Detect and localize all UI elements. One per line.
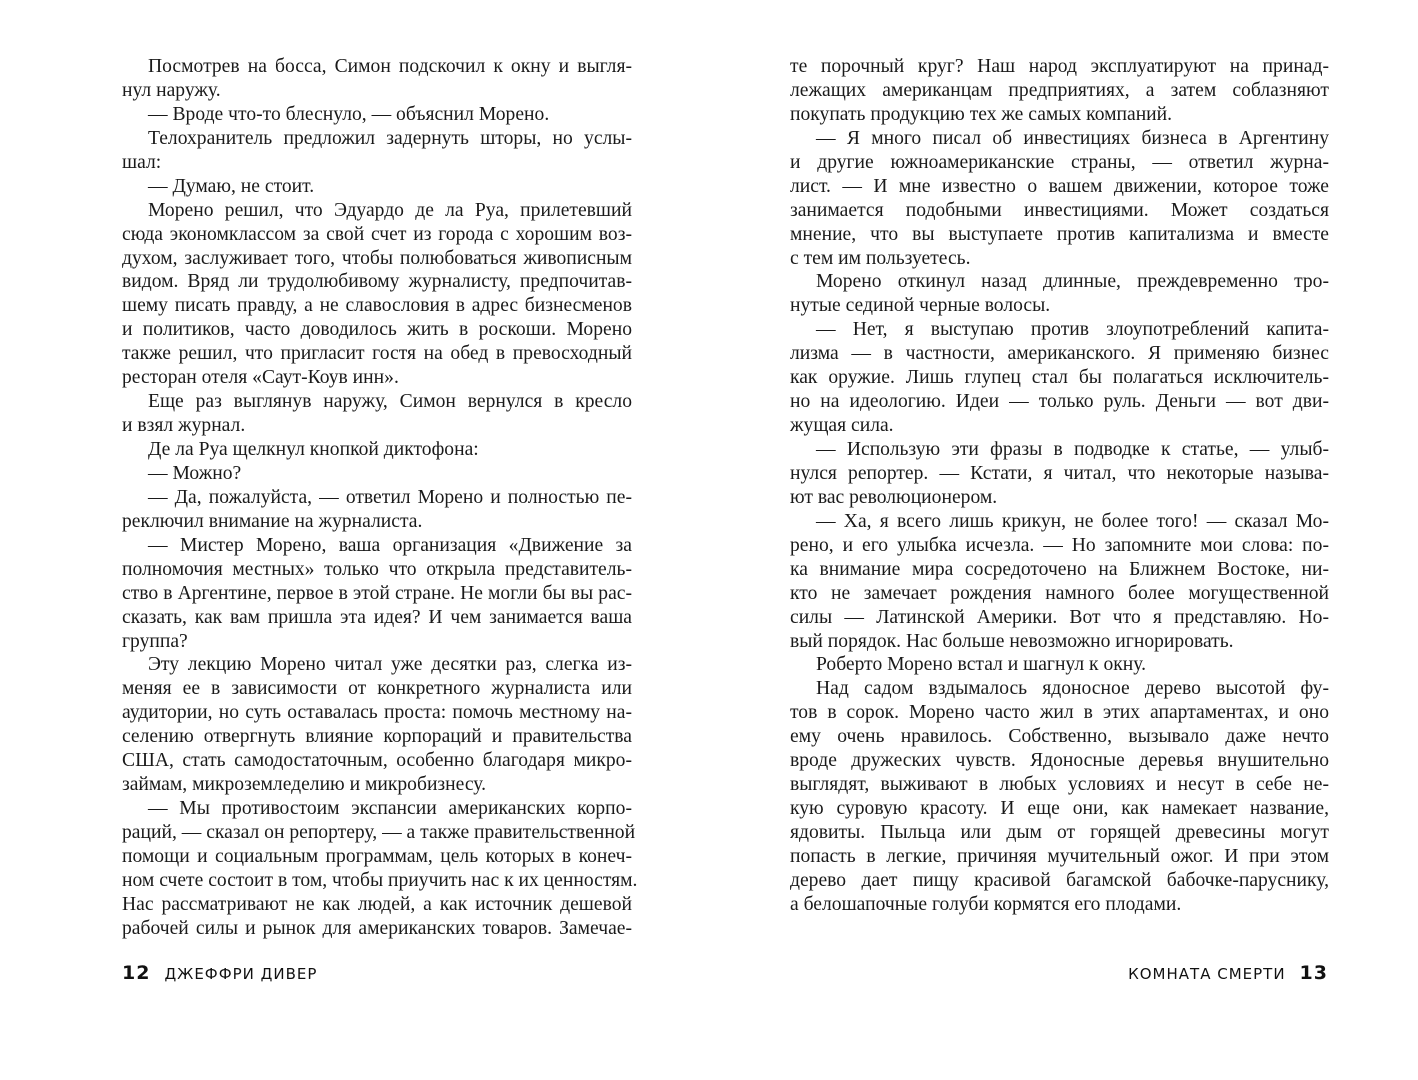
text-line: помощи и социальным программам, цель которых в конеч- [122,845,632,867]
text-line: — Я много писал об инвестициях бизнеса в Аргентину [816,127,1329,149]
paragraph [122,127,632,175]
running-head-title: КОМНАТА СМЕРТИ [1128,965,1286,983]
paragraph [790,55,1329,127]
text-line: кую суровую красоту. И еще они, как намекает название, [790,798,1329,820]
text-line: мнение, что вы выступаете против капитализма и вместе [790,223,1329,245]
text-line: рабочей силы и рынок для американских товаров. Замечае- [122,917,632,939]
text-line: Эту лекцию Морено читал уже десятки раз, слегка из- [148,654,632,676]
text-line: вроде дружеских чувств. Ядоносные деревья внушительно [790,750,1329,772]
paragraph [122,653,632,797]
text-line: Телохранитель предложил задернуть шторы, но услы- [148,127,632,149]
text-line: Морено откинул назад длинные, преждевременно тро- [816,271,1329,293]
text-line: нутые сединой черные волосы. [790,295,1051,317]
text-line: лежащих американцам предприятиях, а затем соблазняют [790,79,1329,101]
text-line: ют вас революционером. [790,486,998,508]
right-page-footer [1128,962,1328,984]
paragraph [122,486,632,534]
paragraph [122,534,632,654]
paragraph [122,55,632,103]
text-line: шему писать правду, а не славословия в адрес бизнесменов [122,295,632,317]
text-line: также решил, что пригласит гостя на обед в превосходный [122,343,632,365]
paragraph [122,390,632,438]
text-line: США, стать самодостаточным, особенно благодаря микро- [122,750,632,772]
text-line: вый порядок. Нас больше невозможно игнорировать. [790,630,1234,652]
text-line: Посмотрев на босса, Симон подскочил к окну и выгля- [148,56,632,77]
text-line: с тем им пользуетесь. [790,247,971,269]
paragraph [790,318,1329,438]
text-line: и другие южноамериканские страны, — ответил журна- [790,151,1329,173]
text-line: рено, и его улыбка исчезла. — Но запомните мои слова: по- [790,534,1329,556]
page-number: 12 [122,962,151,984]
text-line: духом, заслуживает того, чтобы полюбоваться живописным [122,247,632,269]
text-line: Роберто Морено встал и шагнул к окну. [816,654,1146,676]
text-line: попасть в легкие, причиняя мучительный ожог. И при этом [790,845,1329,867]
text-line: выглядят, выживают в любых условиях и несут в себе не- [790,774,1329,796]
text-line: займам, микроземледелию и микробизнесу. [122,774,487,796]
page-number: 13 [1299,962,1328,984]
paragraph [122,462,632,486]
paragraph [790,677,1329,916]
text-line: и политиков, часто доводилось жить в роскоши. Морено [122,319,632,341]
paragraph [790,653,1329,677]
text-line: нулся репортер. — Кстати, я читал, что некоторые называ- [790,462,1329,484]
text-line: те порочный круг? Наш народ эксплуатируют на принад- [790,56,1329,77]
text-line: шал: [122,151,162,173]
text-line: но на идеологию. Идеи — только руль. Деньги — вот дви- [790,391,1329,413]
text-line: жущая сила. [790,415,894,437]
text-line: группа? [122,630,188,652]
text-line: кто не замечает рождения намного более могущественной [790,582,1329,604]
text-line: сюда экономклассом за свой счет из города с хорошим воз- [122,223,632,245]
text-line: аудитории, но суть оставалась проста: помочь местному на- [122,702,632,724]
text-line: дерево дает пищу красивой багамской бабочке-паруснику, [790,869,1329,891]
text-line: раций, — сказал он репортеру, — а также правительственной [122,822,636,843]
paragraph [122,199,632,391]
text-line: нул наружу. [122,79,221,101]
paragraph [122,438,632,462]
text-line: а белошапочные голуби кормятся его плодами. [790,893,1182,915]
text-line: ка внимание мира сосредоточено на Ближнем Востоке, ни- [790,558,1329,580]
text-line: занимается подобными инвестициями. Может создаться [790,199,1329,221]
text-line: — Использую эти фразы в подводке к статье, — улыб- [816,439,1329,460]
paragraph [790,127,1329,271]
text-line: лист. — И мне известно о вашем движении, которое тоже [790,175,1329,197]
text-line: — Ха, я всего лишь крикун, не более того! — сказал Мо- [816,510,1329,532]
running-head-author: ДЖЕФФРИ ДИВЕР [164,965,318,983]
text-line: тов в сорок. Морено часто жил в этих апартаментах, и оно [790,702,1329,724]
text-line: как оружие. Лишь глупец стал бы полагаться исключитель- [790,367,1329,389]
text-line: — Да, пожалуйста, — ответил Морено и полностью пе- [148,486,632,508]
text-line: ядовиты. Пыльца или дым от горящей древесины могут [790,822,1329,843]
text-line: силы — Латинской Америки. Вот что я представляю. Но- [790,606,1329,628]
paragraph [122,175,632,199]
text-line: Морено решил, что Эдуардо де ла Руа, прилетевший [148,199,632,221]
text-line: видом. Вряд ли трудолюбивому журналисту, предпочитав- [122,271,632,293]
text-line: и взял журнал. [122,415,246,437]
right-page-body [790,55,1329,917]
text-line: — Нет, я выступаю против злоупотреблений капита- [816,319,1329,341]
text-line: сказать, как вам пришла эта идея? И чем занимается ваша [122,606,632,628]
text-line: ном счете состоит в том, чтобы приучить нас к их ценностям. [122,869,638,891]
text-line: Еще раз выглянув наружу, Симон вернулся в кресло [148,391,632,413]
paragraph [122,797,638,941]
text-line: Нас рассматривают не как людей, а как источник дешевой [122,893,632,915]
paragraph [122,103,632,127]
text-line: ему очень нравилось. Собственно, вызывало даже нечто [790,726,1329,748]
text-line: Де ла Руа щелкнул кнопкой диктофона: [148,439,479,460]
text-line: ство в Аргентине, первое в этой стране. Не могли бы вы рас- [122,582,632,604]
text-line: селению отвергнуть влияние корпораций и правительства [122,726,632,748]
text-line: реключил внимание на журналиста. [122,510,423,532]
text-line: — Можно? [148,462,242,484]
text-line: полномочия местных» только что открыла представитель- [122,558,632,580]
paragraph [790,270,1329,318]
left-page-footer [122,962,317,984]
text-line: — Вроде что-то блеснуло, — объяснил Морено. [148,103,550,125]
paragraph [790,510,1329,654]
text-line: Над садом вздымалось ядоносное дерево высотой фу- [816,678,1329,700]
left-page-body [122,55,638,941]
text-line: меняя ее в зависимости от конкретного журналиста или [122,678,632,700]
text-line: покупать продукцию тех же самых компаний. [790,103,1173,125]
paragraph [790,438,1329,510]
text-line: — Мы противостоим экспансии американских корпо- [148,798,632,820]
text-line: ресторан отеля «Саут-Коув инн». [122,367,399,389]
text-line: — Думаю, не стоит. [148,175,315,197]
text-line: лизма — в частности, американского. Я применяю бизнес [790,343,1329,365]
text-line: — Мистер Морено, ваша организация «Движение за [148,534,632,556]
